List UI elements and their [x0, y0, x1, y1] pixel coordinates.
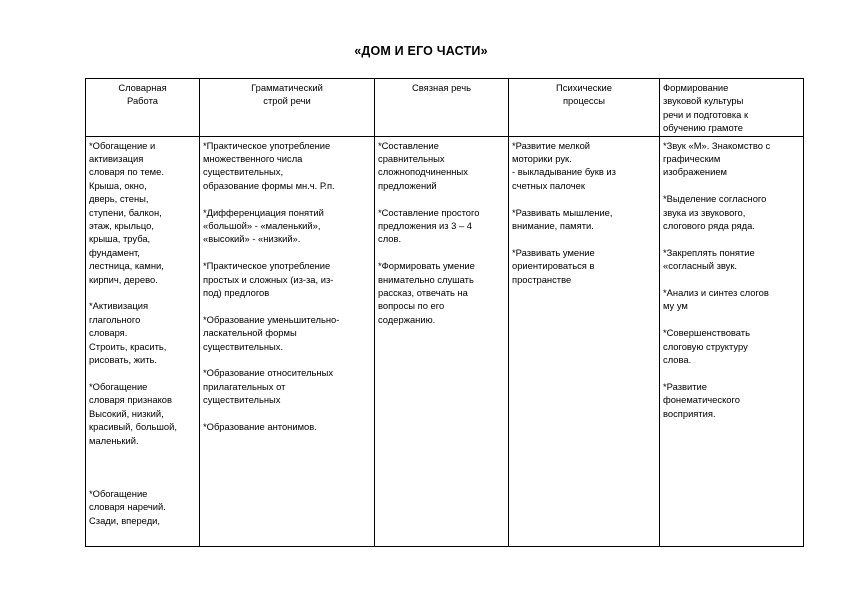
header-mental: Психические процессы [556, 82, 612, 107]
phonetics-item: *Выделение согласного звука из звукового, слогового ряда ряда. [663, 193, 767, 232]
header-cell-grammar [200, 79, 375, 137]
mental-cell [509, 136, 660, 546]
phonetics-item: *Закреплять понятие «согласный звук. [663, 246, 755, 272]
mental-item: *Развивать умение ориентироваться в пространстве [512, 246, 595, 285]
grammar-item: *Дифференциация понятий «большой» - «маленький», «высокий» - «низкий». [203, 206, 324, 245]
page-title: «ДОМ И ЕГО ЧАСТИ» [354, 44, 488, 58]
phonetics-item: *Совершенствовать слоговую структуру слова. [663, 327, 750, 366]
lesson-plan-table [85, 78, 804, 547]
header-cell-mental [509, 79, 660, 137]
vocabulary-item: *Активизация глагольного словаря. Строить, красить, рисовать, жить. [89, 300, 167, 366]
header-row [86, 79, 804, 137]
vocabulary-cell [86, 136, 200, 546]
header-cell-phonetics [660, 79, 804, 137]
phonetics-item: *Развитие фонематического восприятия. [663, 380, 740, 419]
speech-item: *Формировать умение внимательно слушать рассказ, отвечать на вопросы по его содержанию. [378, 260, 475, 325]
phonetics-cell [660, 136, 804, 546]
phonetics-item: *Звук «М». Знакомство с графическим изображением [663, 139, 771, 178]
content-row [86, 136, 804, 546]
grammar-item: *Практическое употребление множественного числа существительных, образование формы мн.ч. Р.п. [203, 139, 335, 191]
grammar-cell [200, 136, 375, 546]
header-cell-vocabulary [86, 79, 200, 137]
speech-cell [375, 136, 509, 546]
header-speech: Связная речь [412, 82, 471, 93]
header-vocabulary: Словарная Работа [118, 82, 167, 107]
speech-item: *Составление сравнительных сложноподчиненных предложений [378, 139, 468, 191]
vocabulary-item: *Обогащение словаря признаков Высокий, низкий, красивый, большой, маленький. [89, 380, 177, 446]
grammar-item: *Практическое употребление простых и сложных (из-за, из- под) предлогов [203, 260, 334, 299]
grammar-item: *Образование антонимов. [203, 421, 317, 433]
mental-item: *Развивать мышление, внимание, памяти. [512, 206, 613, 232]
speech-item: *Составление простого предложения из 3 – 4 слов. [378, 206, 480, 245]
header-phonetics: Формирование звуковой культуры речи и подготовка к обучению грамоте [663, 82, 749, 134]
phonetics-item: *Анализ и синтез слогов му ум [663, 287, 769, 312]
vocabulary-item: *Обогащение словаря наречий. Сзади, впереди, [89, 487, 166, 526]
header-cell-speech [375, 79, 509, 137]
vocabulary-item: *Обогащение и активизация словаря по теме. Крыша, окно, дверь, стены, ступени, балкон, этаж, крыльцо, крыша, труба, фундамент, лестница, камни, кирпич, дерево. [89, 139, 164, 285]
grammar-item: *Образование относительных прилагательных от существительных [203, 367, 334, 406]
header-grammar: Грамматический строй речи [251, 82, 323, 107]
grammar-item: *Образование уменьшительно- ласкательной формы существительных. [203, 313, 340, 352]
mental-item: *Развитие мелкой моторики рук. - выкладывание букв из счетных палочек [512, 139, 616, 191]
